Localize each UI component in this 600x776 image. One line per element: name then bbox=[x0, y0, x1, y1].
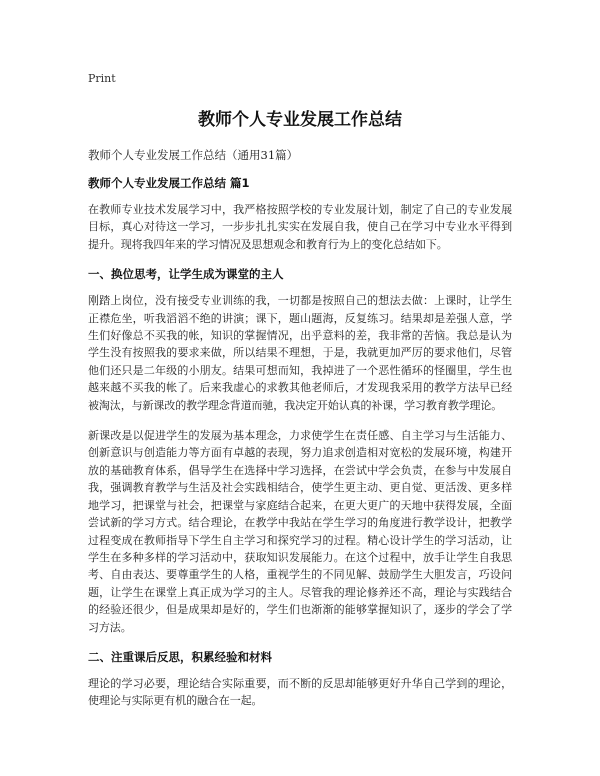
page-title: 教师个人专业发展工作总结 bbox=[198, 110, 402, 130]
section-heading-1: 一、换位思考，让学生成为课堂的主人 bbox=[88, 267, 284, 282]
article-heading: 教师个人专业发展工作总结 篇1 bbox=[88, 176, 250, 190]
section-heading-2: 二、注重课后反思，积累经验和材料 bbox=[88, 649, 272, 664]
print-link[interactable]: Print bbox=[88, 72, 116, 85]
document-subtitle: 教师个人专业发展工作总结（通用31篇） bbox=[88, 148, 299, 162]
section-2-paragraph-1: 理论的学习必要，理论结合实际重要，而不断的反思却能够更好升华自己学到的理论，使理论与实际更有机的融合在一起。 bbox=[88, 676, 512, 708]
intro-paragraph: 在教师专业技术发展学习中，我严格按照学校的专业发展计划，制定了自己的专业发展目标，真心对待这一学习，一步步扎扎实实在发展自我，使自己在学习中专业水平得到提升。现将我四年来的学习情况及思想观念和教育行为上的变化总结如下。 bbox=[88, 203, 512, 251]
section-1-paragraph-2: 新课改是以促进学生的发展为基本理念，力求使学生在责任感、自主学习与生活能力、创新意识与创造能力等方面有卓越的表现，努力追求创造相对宽松的发展环境，构建开放的基础教育体系，倡导学生在选择中学习选择，在尝试中学会负责，在参与中发展自我，强调教育教学与生活及社会实践相结合，使学生更主动、更自觉、更活泼、更多样地学习，把课堂与社会，把课堂与家庭结合起来，在更大更广的天地中获得发展，全面尝试新的学习方式。结合理论，在教学中我站在学生学习的角度进行教学设计，把教学过程变成在教师指导下学生自主学习和探究学习的过程。精心设计学生的学习活动，让学生在多种多样的学习活动中，获取知识发展能力。在这个过程中，放手让学生自我思考、自由表达、要尊重学生的人格，重视学生的不同见解、鼓励学生大胆发言，巧设问题，让学生在课堂上真正成为学习的主人。尽管我的理论修养还不高，理论与实践结合的经验还很少，但是成果却是好的，学生们也渐渐的能够掌握知识了，逐步的学会了学习方法。 bbox=[88, 429, 512, 634]
section-1-paragraph-1: 刚踏上岗位，没有接受专业训练的我，一切都是按照自己的想法去做：上课时，让学生正襟危坐，听我滔滔不绝的讲演；课下，题山题海，反复练习。结果却是差强人意，学生们好像总不买我的帐，知识的掌握情况，出乎意料的差，我非常的苦恼。我总是认为学生没有按照我的要求来做，所以结果不理想，于是，我就更加严厉的要求他们，尽管他们还只是二年级的小朋友。结果可想而知，我掉进了一个恶性循环的怪圈里，学生也越来越不买我的帐了。后来我虚心的求教其他老师后，才发现我采用的教学方法早已经被淘汰，与新课改的教学理念背道而驰，我决定开始认真的补课，学习教育教学理论。 bbox=[88, 294, 512, 412]
